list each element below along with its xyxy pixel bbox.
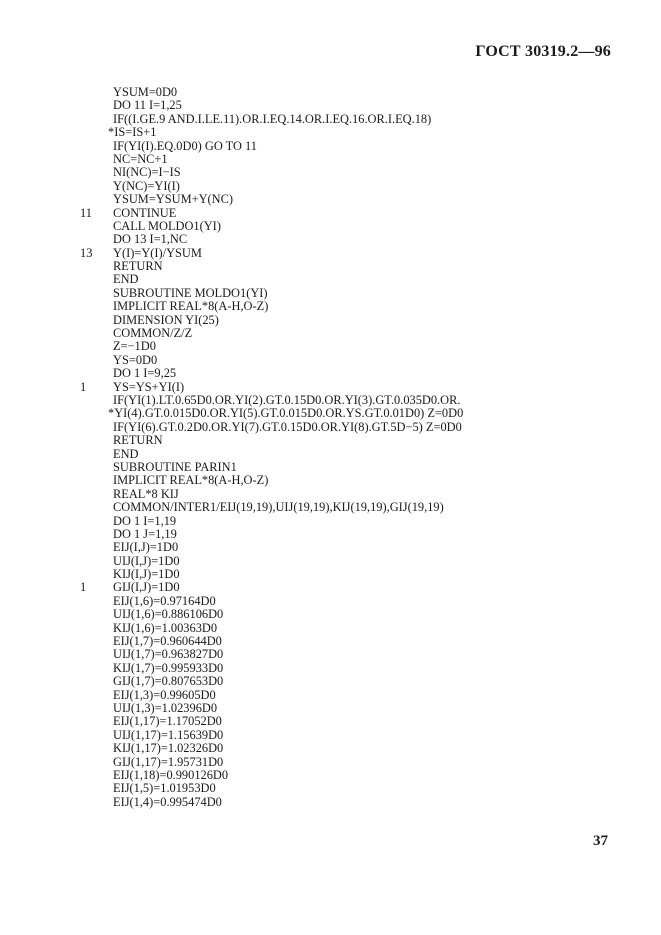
code-statement: EIJ(1,6)=0.97164D0 [113, 593, 216, 608]
code-statement: DO 1 I=9,25 [113, 366, 177, 381]
code-line [80, 742, 621, 755]
code-statement: EIJ(1,3)=0.99605D0 [113, 687, 216, 702]
code-statement: DO 1 J=1,19 [113, 526, 177, 541]
statement-label: 1 [80, 580, 87, 595]
code-statement: Z=−1D0 [113, 339, 156, 354]
code-line [80, 193, 621, 206]
standard-title: ГОСТ 30319.2—96 [475, 43, 611, 60]
code-line [80, 702, 621, 715]
code-line [80, 608, 621, 621]
code-line [80, 407, 621, 420]
page-number: 37 [593, 833, 608, 849]
code-line [80, 568, 621, 581]
code-statement: UIJ(1,7)=0.963827D0 [113, 647, 224, 662]
code-line [80, 769, 621, 782]
code-statement: *YI(4).GT.0.015D0.OR.YI(5).GT.0.015D0.OR.YS.GT.0.01D0) Z=0D0 [108, 406, 464, 421]
code-line [80, 260, 621, 273]
code-statement: GIJ(I,J)=1D0 [113, 580, 180, 595]
code-statement: SUBROUTINE PARIN1 [113, 459, 237, 474]
code-line [80, 434, 621, 447]
code-line [80, 635, 621, 648]
code-line [80, 113, 621, 126]
statement-label: 13 [80, 245, 93, 260]
code-line [80, 340, 621, 353]
code-line [80, 796, 621, 809]
fortran-code-listing [80, 86, 621, 809]
code-statement: *IS=IS+1 [108, 125, 157, 140]
code-statement: END [113, 446, 139, 461]
code-line [80, 782, 621, 795]
code-line [80, 595, 621, 608]
code-line [80, 86, 621, 99]
code-line [80, 474, 621, 487]
code-line [80, 314, 621, 327]
code-statement: COMMON/INTER1/EIJ(19,19),UIJ(19,19),KIJ(19,19),GIJ(19,19) [113, 500, 444, 515]
code-statement: REAL*8 KIJ [113, 486, 179, 501]
code-line [80, 715, 621, 728]
code-statement: EIJ(1,17)=1.17052D0 [113, 714, 222, 729]
code-line [80, 327, 621, 340]
code-line [80, 140, 621, 153]
code-line [80, 166, 621, 179]
code-line [80, 180, 621, 193]
code-statement: GIJ(1,17)=1.95731D0 [113, 754, 224, 769]
code-statement: UIJ(1,17)=1.15639D0 [113, 727, 224, 742]
code-statement: DO 13 I=1,NC [113, 232, 188, 247]
code-line [80, 689, 621, 702]
code-statement: IF((I.GE.9 AND.I.LE.11).OR.I.EQ.14.OR.I.EQ.16.OR.I.EQ.18) [113, 111, 432, 126]
code-statement: DIMENSION YI(25) [113, 312, 219, 327]
code-statement: YSUM=0D0 [113, 85, 178, 99]
code-line [80, 541, 621, 554]
code-statement: KIJ(1,7)=0.995933D0 [113, 660, 224, 675]
code-statement: CALL MOLDO1(YI) [113, 218, 221, 233]
code-line [80, 153, 621, 166]
code-statement: UIJ(1,6)=0.886106D0 [113, 607, 224, 622]
code-line [80, 448, 621, 461]
code-statement: YSUM=YSUM+Y(NC) [113, 192, 233, 207]
code-statement: UIJ(I,J)=1D0 [113, 553, 180, 568]
code-statement: Y(NC)=YI(I) [113, 178, 180, 193]
code-line [80, 273, 621, 286]
code-statement: NC=NC+1 [113, 151, 168, 166]
code-statement: DO 1 I=1,19 [113, 513, 177, 528]
code-line [80, 756, 621, 769]
code-statement: SUBROUTINE MOLDO1(YI) [113, 285, 268, 300]
code-line [80, 247, 621, 260]
code-statement: IMPLICIT REAL*8(A-H,O-Z) [113, 473, 269, 488]
code-statement: KIJ(1,6)=1.00363D0 [113, 620, 218, 635]
code-statement: IF(YI(6).GT.0.2D0.OR.YI(7).GT.0.15D0.OR.YI(8).GT.5D−5) Z=0D0 [113, 419, 462, 434]
code-statement: EIJ(1,7)=0.960644D0 [113, 634, 222, 649]
code-statement: UIJ(1,3)=1.02396D0 [113, 700, 218, 715]
code-statement: END [113, 272, 139, 287]
code-statement: KIJ(1,17)=1.02326D0 [113, 741, 224, 756]
code-line [80, 648, 621, 661]
code-line [80, 287, 621, 300]
code-statement: IMPLICIT REAL*8(A-H,O-Z) [113, 299, 269, 314]
code-line [80, 220, 621, 233]
code-line [80, 367, 621, 380]
code-statement: IF(YI(I).EQ.0D0) GO TO 11 [113, 138, 257, 153]
code-statement: RETURN [113, 259, 163, 274]
code-statement: RETURN [113, 433, 163, 448]
code-line [80, 126, 621, 139]
code-line [80, 555, 621, 568]
code-statement: DO 11 I=1,25 [113, 98, 182, 113]
code-statement: KIJ(I,J)=1D0 [113, 567, 180, 582]
code-line [80, 528, 621, 541]
code-line [80, 581, 621, 594]
code-line [80, 488, 621, 501]
code-line [80, 675, 621, 688]
code-line [80, 394, 621, 407]
code-line [80, 99, 621, 112]
code-statement: COMMON/Z/Z [113, 326, 193, 341]
code-statement: EIJ(1,5)=1.01953D0 [113, 781, 216, 796]
code-line [80, 421, 621, 434]
code-statement: GIJ(1,7)=0.807653D0 [113, 674, 224, 689]
code-line [80, 233, 621, 246]
statement-label: 11 [80, 205, 92, 220]
code-statement: YS=0D0 [113, 352, 158, 367]
code-statement: Y(I)=Y(I)/YSUM [113, 245, 202, 260]
code-line [80, 207, 621, 220]
code-line [80, 729, 621, 742]
code-statement: YS=YS+YI(I) [113, 379, 185, 394]
code-line [80, 501, 621, 514]
code-line [80, 461, 621, 474]
code-statement: CONTINUE [113, 205, 177, 220]
code-statement: NI(NC)=I−IS [113, 165, 181, 180]
code-line [80, 515, 621, 528]
code-statement: EIJ(1,4)=0.995474D0 [113, 794, 222, 809]
document-header [475, 43, 611, 61]
code-statement: EIJ(I,J)=1D0 [113, 540, 179, 555]
code-line [80, 381, 621, 394]
code-statement: IF(YI(1).LT.0.65D0.OR.YI(2).GT.0.15D0.OR.YI(3).GT.0.035D0.OR. [113, 392, 461, 407]
code-statement: EIJ(1,18)=0.990126D0 [113, 767, 229, 782]
code-line [80, 622, 621, 635]
code-line [80, 354, 621, 367]
statement-label: 1 [80, 379, 87, 394]
code-line [80, 300, 621, 313]
code-line [80, 662, 621, 675]
